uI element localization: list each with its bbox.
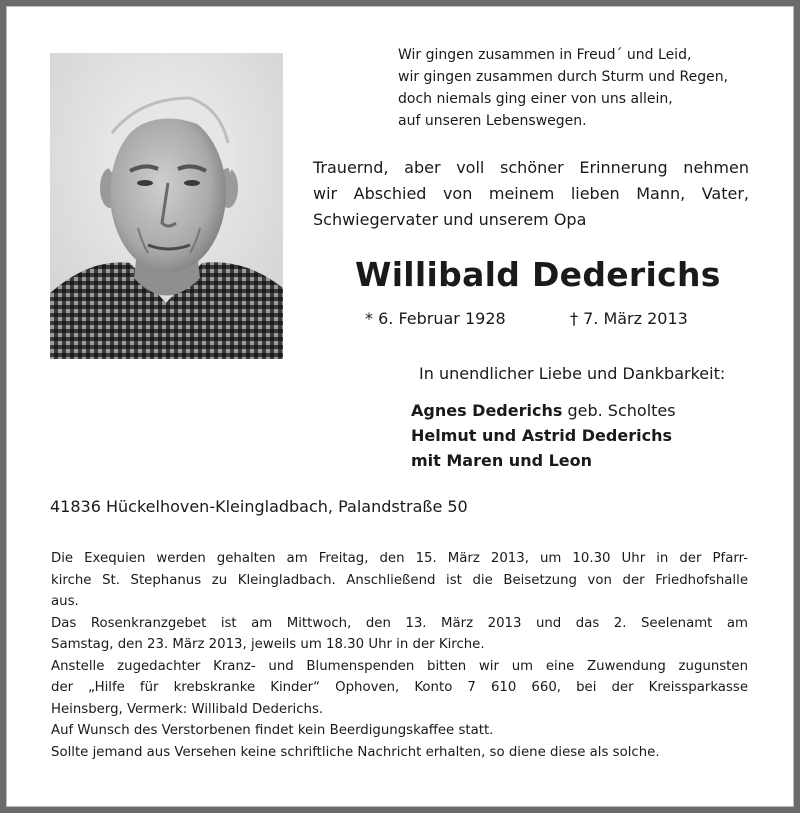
mourner-line bbox=[411, 423, 676, 448]
body-line: Auf Wunsch des Verstorbenen findet kein Beerdigungskaffee statt. bbox=[51, 723, 494, 738]
poem-line: Wir gingen zusammen in Freud´ und Leid, bbox=[398, 47, 692, 63]
body-line: kirche St. Stephanus zu Kleingladbach. Anschließend ist die Beisetzung von der Friedhofshalle bbox=[51, 572, 748, 588]
mourner-name: mit Maren und Leon bbox=[411, 451, 593, 470]
portrait-photo bbox=[50, 53, 283, 359]
mourner-name: Agnes Dederichs bbox=[411, 401, 563, 420]
mourner-line bbox=[411, 398, 676, 423]
body-line: Anstelle zugedachter Kranz- und Blumenspenden bitten wir um eine Zuwendung zugunsten bbox=[51, 658, 748, 674]
mourners-list bbox=[411, 398, 676, 473]
body-line: der „Hilfe für krebskranke Kinder“ Ophoven, Konto 7 610 660, bei der Kreissparkasse bbox=[51, 680, 748, 695]
death-date: † 7. März 2013 bbox=[570, 309, 688, 328]
poem-line: doch niemals ging einer von uns allein, bbox=[398, 91, 673, 107]
deceased-name: Willibald Dederichs bbox=[355, 255, 721, 294]
intro-text bbox=[313, 155, 749, 233]
body-line: aus. bbox=[51, 594, 79, 609]
poem bbox=[398, 44, 788, 132]
body-line: Sollte jemand aus Versehen keine schriftliche Nachricht erhalten, so diene diese als solche. bbox=[51, 744, 660, 760]
poem-line: wir gingen zusammen durch Sturm und Regen, bbox=[398, 69, 729, 85]
mourner-line bbox=[411, 448, 676, 473]
body-line: Die Exequien werden gehalten am Freitag, den 15. März 2013, um 10.30 Uhr in der Pfarr- bbox=[51, 551, 748, 566]
life-dates bbox=[365, 309, 688, 328]
poem-line: auf unseren Lebenswegen. bbox=[398, 113, 587, 129]
body-line: Das Rosenkranzgebet ist am Mittwoch, den 13. März 2013 und das 2. Seelenamt am bbox=[51, 615, 748, 631]
mourners-heading: In unendlicher Liebe und Dankbarkeit: bbox=[419, 364, 726, 383]
intro-line: wir Abschied von meinem lieben Mann, Vater, bbox=[313, 184, 749, 203]
body-line: Samstag, den 23. März 2013, jeweils um 18.30 Uhr in der Kirche. bbox=[51, 637, 485, 652]
funeral-details bbox=[51, 548, 748, 763]
intro-line: Schwiegervater und unserem Opa bbox=[313, 210, 587, 229]
birth-date: * 6. Februar 1928 bbox=[365, 309, 506, 328]
address: 41836 Hückelhoven-Kleingladbach, Palandstraße 50 bbox=[50, 497, 468, 516]
body-line: Heinsberg, Vermerk: Willibald Dederichs. bbox=[51, 701, 324, 717]
mourner-name: Helmut und Astrid Dederichs bbox=[411, 426, 672, 445]
intro-line: Trauernd, aber voll schöner Erinnerung nehmen bbox=[313, 158, 749, 177]
mourner-suffix: geb. Scholtes bbox=[562, 401, 676, 420]
